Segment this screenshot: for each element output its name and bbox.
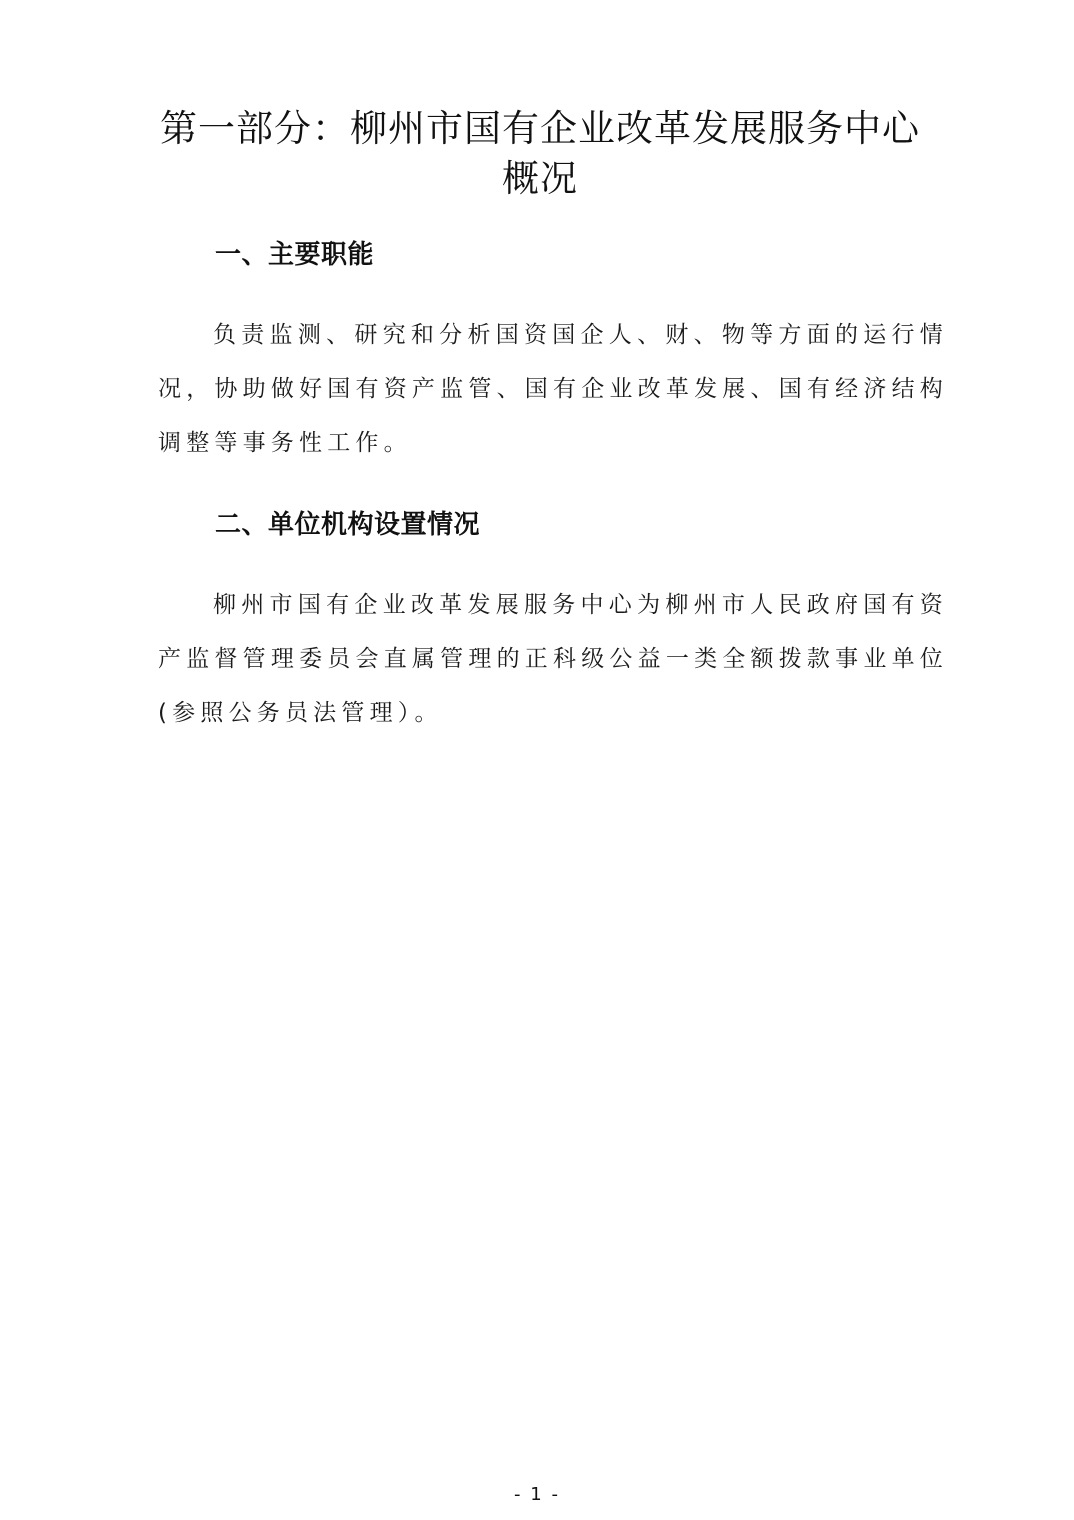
section-body-main-functions: 负责监测、研究和分析国资国企人、财、物等方面的运行情况，协助做好国有资产监管、国有企业改革发展、国有经济结构调整等事务性工作。 bbox=[158, 322, 948, 456]
section-heading-main-functions: 一、主要职能 bbox=[215, 240, 375, 270]
page-title: 第一部分：柳州市国有企业改革发展服务中心概况 bbox=[160, 107, 920, 200]
page-number: - 1 - bbox=[514, 1484, 560, 1505]
section-body-organization: 柳州市国有企业改革发展服务中心为柳州市人民政府国有资产监督管理委员会直属管理的正科级公益一类全额拨款事业单位(参照公务员法管理）。 bbox=[158, 592, 948, 726]
section-heading-organization: 二、单位机构设置情况 bbox=[215, 510, 481, 540]
